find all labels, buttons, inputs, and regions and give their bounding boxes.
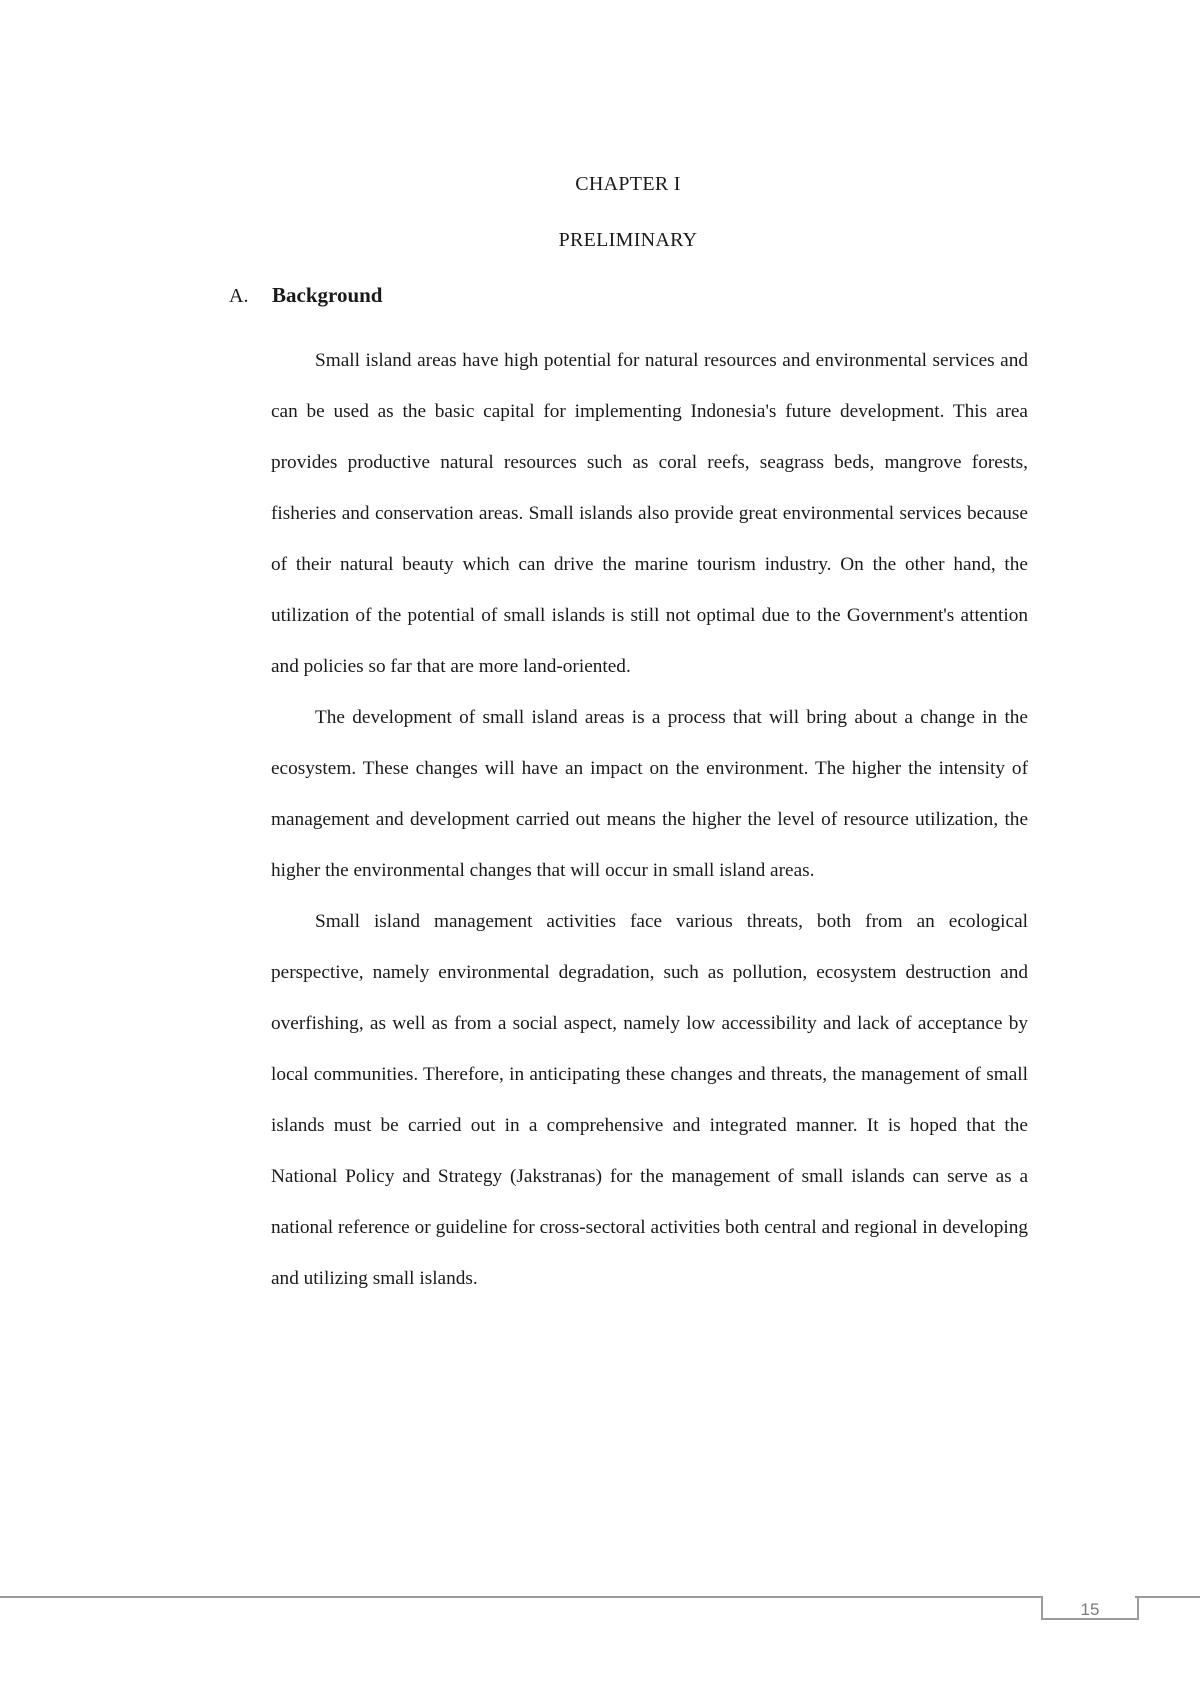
paragraph-2: The development of small island areas is a process that will bring about a change in the ecosystem. These changes will have an impact on the environment. The higher the intensity of management and development carried out means the higher the level of resource utilization, the higher the environmental changes that will occur in small island areas.: [271, 707, 1028, 881]
footer-rule-end: [1135, 1596, 1200, 1598]
section-heading: [229, 283, 383, 308]
body-text: [271, 335, 1028, 1304]
page-number: 15: [1080, 1600, 1100, 1619]
paragraph-1: Small island areas have high potential for natural resources and environmental services and can be used as the basic capital for implementing Indonesia's future development. This area provides productive natural resources such as coral reefs, seagrass beds, mangrove forests, fisheries and conservation areas. Small islands also provide great environmental services because of their natural beauty which can drive the marine tourism industry. On the other hand, the utilization of the potential of small islands is still not optimal due to the Government's attention and policies so far that are more land-oriented.: [271, 350, 1028, 677]
section-marker: A.: [229, 285, 249, 307]
paragraph-3: Small island management activities face various threats, both from an ecological perspective, namely environmental degradation, such as pollution, ecosystem destruction and overfishing, as well as from a social aspect, namely low accessibility and lack of acceptance by local communities. Therefore, in anticipating these changes and threats, the management of small islands must be carried out in a comprehensive and integrated manner. It is hoped that the National Policy and Strategy (Jakstranas) for the management of small islands can serve as a national reference or guideline for cross-sectoral activities both central and regional in developing and utilizing small islands.: [271, 911, 1028, 1289]
footer-rule: [0, 1596, 1043, 1598]
section-title: Background: [272, 283, 383, 307]
chapter-number: CHAPTER I: [575, 173, 681, 195]
chapter-title: PRELIMINARY: [558, 229, 698, 251]
